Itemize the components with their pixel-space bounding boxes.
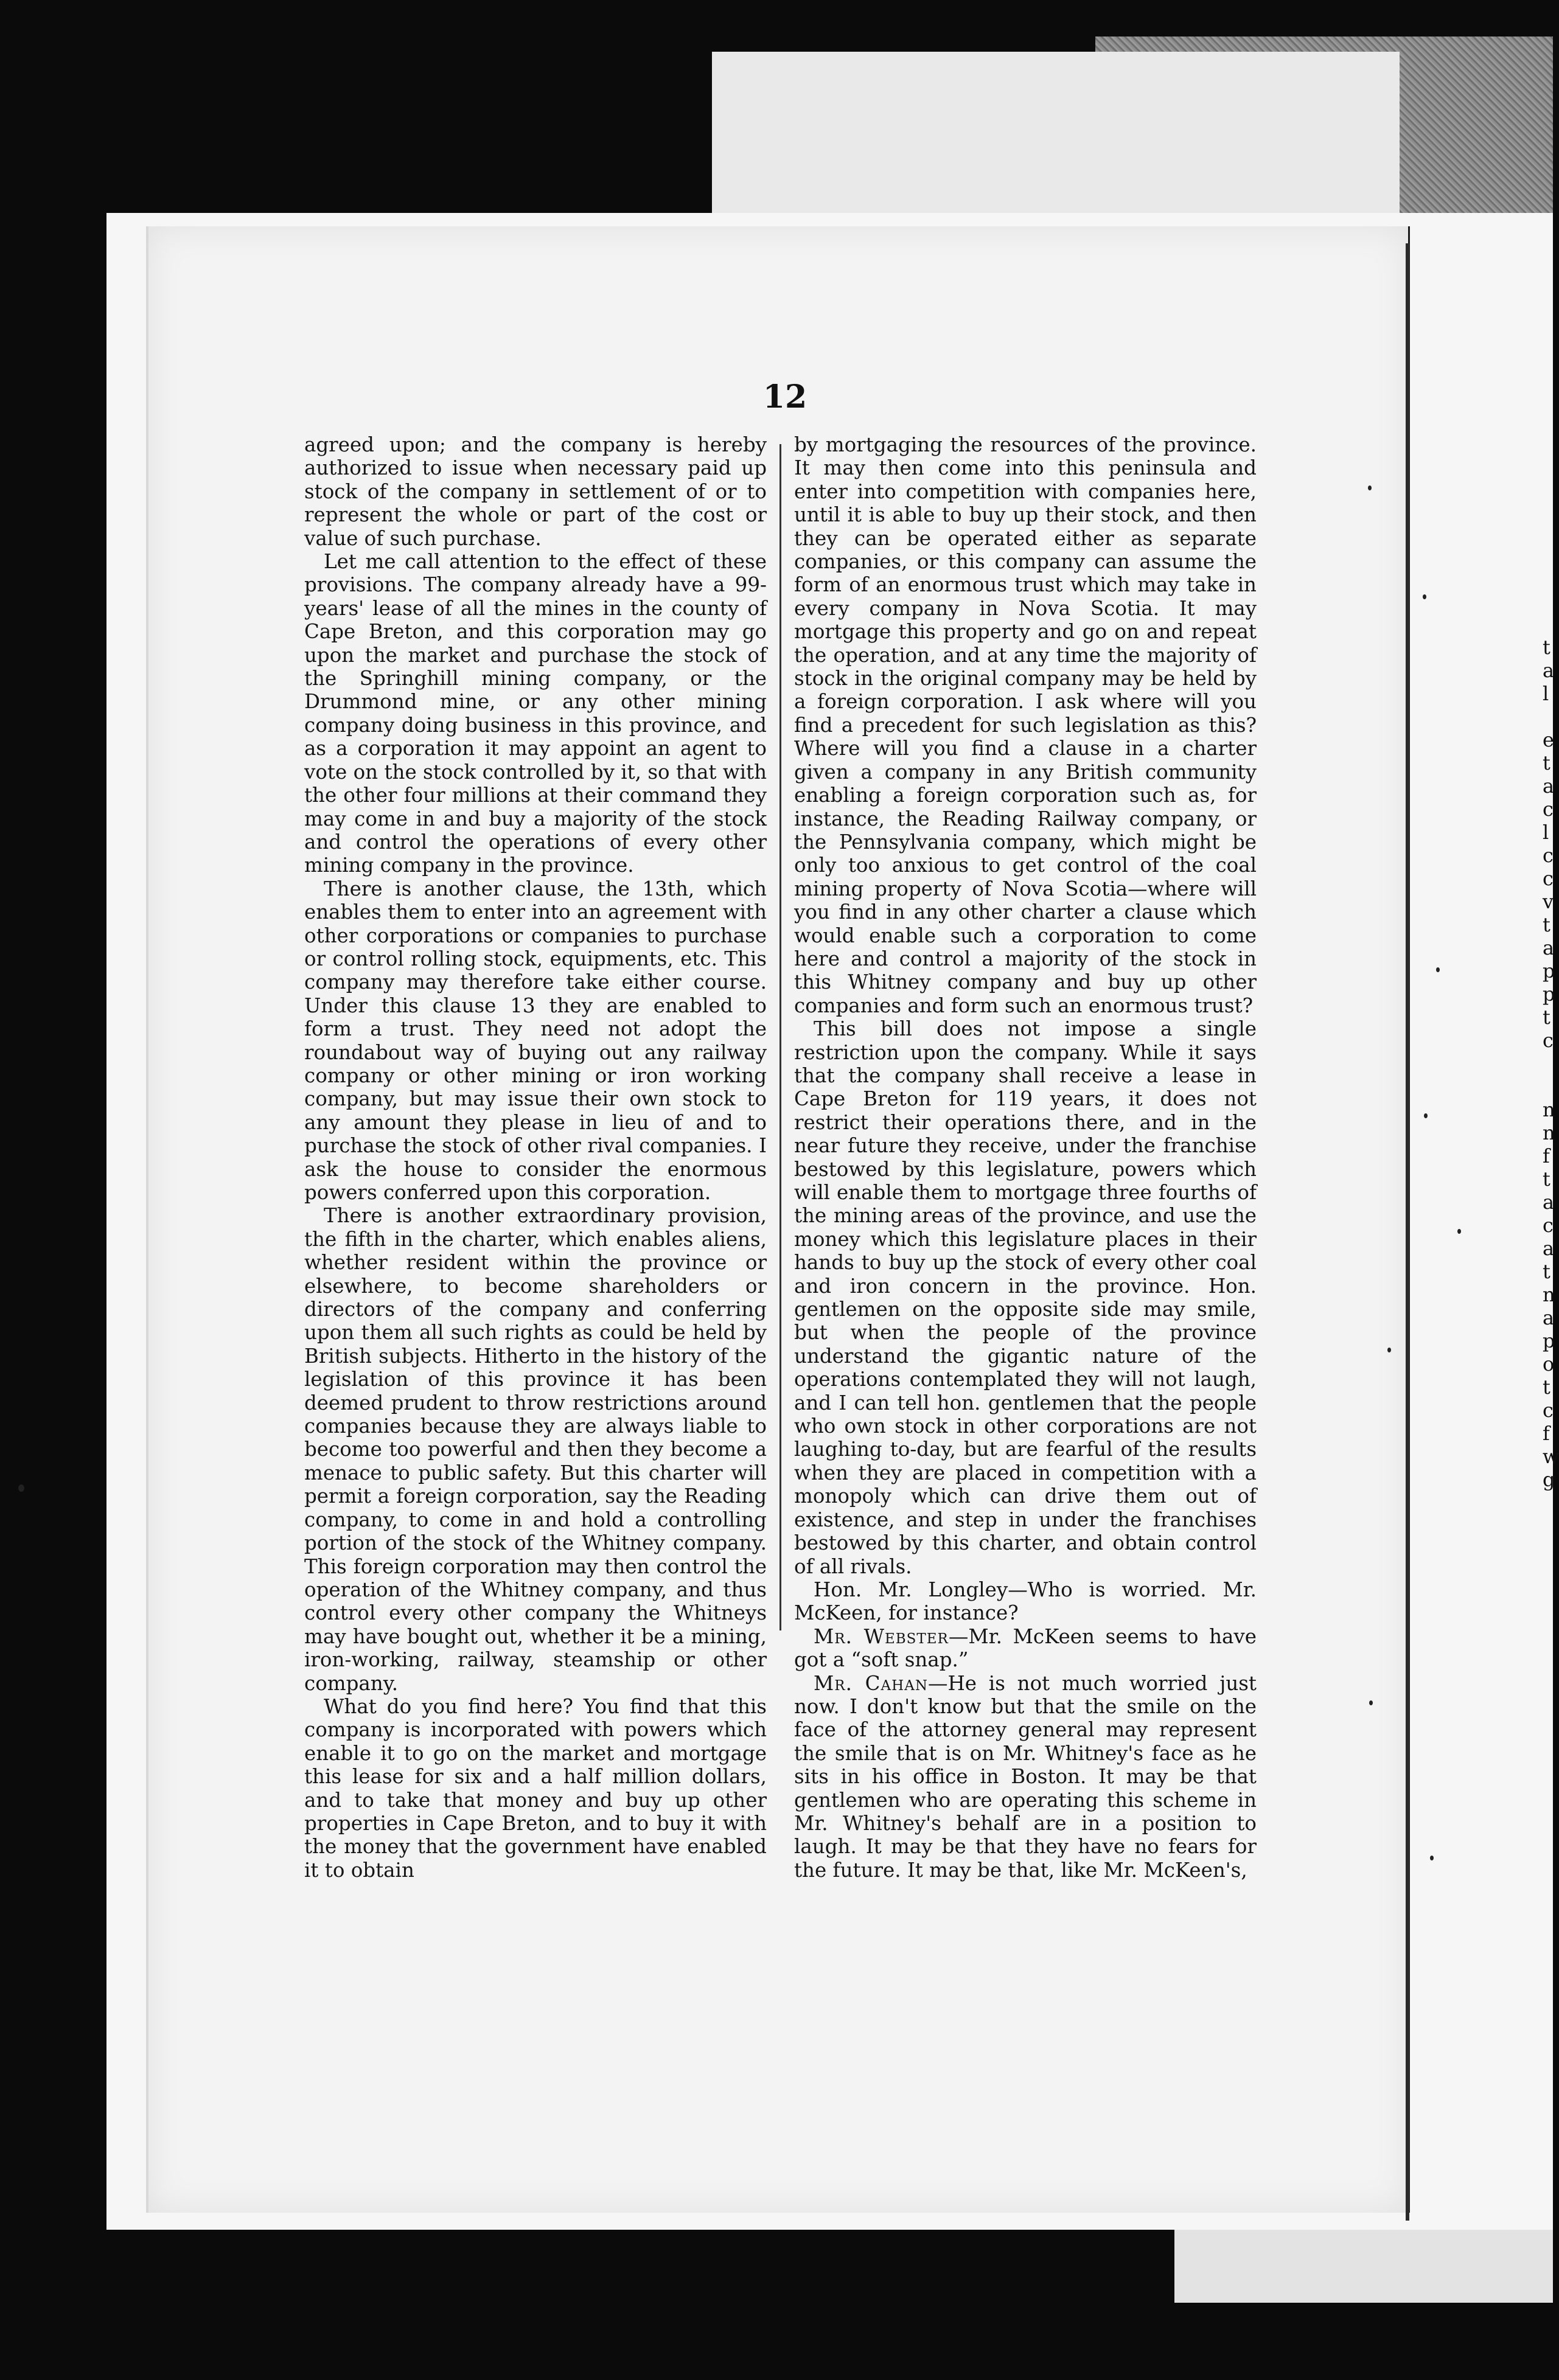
edge-fragment: g — [1543, 1468, 1555, 1491]
edge-fragment — [1543, 1075, 1553, 1098]
page-number: 12 — [762, 378, 807, 416]
right-paragraph: by mortgaging the resources of the province. It may then come into this peninsula and enter into competition with companies here, until it is able to buy up their stock, and then they can be operated either as separate companies, or this company can assume the form of an enormous trust which may take in every company in Nova Scotia. It may mortgage this property and go on and repeat the operation, and at any time the majority of stock in the original company may be held by a foreign corporation. I ask where will you find a precedent for such legislation as this? Where will you find a clause in a charter given a company in any British community enabling a foreign corporation such as, for instance, the Reading Railway company, or the Pennsylvania company, which might be only too anxious to get control of the coal mining property of Nova Scotia—where will you find in any other charter a clause which would enable such a corporation to come here and control a majority of the stock in this Whitney company and buy up other companies and form such an enormous trust? — [794, 433, 1257, 1017]
edge-fragment: f — [1543, 1422, 1550, 1445]
page-speck — [1387, 1348, 1391, 1352]
edge-fragment — [1543, 1052, 1553, 1075]
next-page-edge-text — [1543, 636, 1559, 1491]
page-speck — [1368, 485, 1372, 490]
column-divider — [780, 444, 781, 1630]
page-speck — [1369, 1700, 1373, 1705]
edge-fragment — [1543, 705, 1553, 728]
edge-fragment: c — [1543, 1399, 1554, 1422]
right-paragraph: This bill does not impose a single restriction upon the company. While it says that the company shall receive a lease in Cape Breton for 119 years, it does not restrict their operations there, and in the near future they receive, under the franchise bestowed by this legislature, powers which will enable them to mortgage three fourths of the mining areas of the province, and use the money which this legislature places in their hands to buy up the stock of every other coal and iron concern in the province. Hon. gentlemen on the opposite side may smile, but when the people of the province understand the gigantic nature of the operations contemplated they will not laugh, and I can tell hon. gentlemen that the people who own stock in other corporations are not laughing to-day, but are fearful of the results when they are placed in competition with a monopoly which can drive them out of existence, and step in under the franchises bestowed by this charter, and obtain control of all rivals. — [794, 1017, 1257, 1578]
dialogue-text: —Who is worried. Mr. McKeen, for instance? — [794, 1578, 1257, 1625]
page-speck — [1423, 594, 1426, 599]
page-speck — [18, 1484, 24, 1492]
edge-fragment: a — [1543, 1191, 1555, 1214]
edge-fragment: l — [1543, 682, 1549, 705]
edge-fragment: n — [1543, 1121, 1555, 1144]
edge-fragment: p — [1543, 1329, 1555, 1352]
left-column — [304, 433, 767, 1882]
edge-fragment: c — [1543, 1029, 1554, 1052]
tab-card — [712, 52, 1400, 240]
dialogue-line — [794, 1578, 1257, 1625]
speaker-name: Mr. Webster — [814, 1624, 949, 1648]
edge-fragment: t — [1543, 751, 1550, 774]
left-paragraph: What do you find here? You find that this company is incorporated with powers which enable it to go on the market and mortgage this lease for six and a half million dollars, and to take that money and buy up other properties in Cape Breton, and to buy it with the money that the government have enabled it to obtain — [304, 1694, 767, 1882]
edge-fragment: t — [1543, 913, 1550, 936]
edge-fragment: p — [1543, 983, 1555, 1006]
dialogue-line — [794, 1625, 1257, 1672]
edge-fragment: f — [1543, 1144, 1550, 1167]
edge-fragment: e — [1543, 728, 1554, 751]
edge-fragment: a — [1543, 659, 1555, 682]
edge-fragment: c — [1543, 844, 1554, 867]
edge-fragment: n — [1543, 1283, 1555, 1306]
left-paragraph: agreed upon; and the company is hereby authorized to issue when necessary paid up stock of the company in settlement of or to represent the whole or part of the cost or value of such purchase. — [304, 433, 767, 550]
dialogue-text: —Mr. McKeen seems to have got a “soft snap.” — [794, 1624, 1257, 1672]
edge-fragment: c — [1543, 867, 1554, 890]
edge-fragment: t — [1543, 1376, 1550, 1399]
edge-fragment: w — [1543, 1445, 1559, 1468]
right-column — [794, 433, 1257, 1882]
edge-fragment: t — [1543, 636, 1550, 659]
page-fold — [1406, 243, 1409, 2221]
edge-fragment: t — [1543, 1006, 1550, 1029]
dialogue-line — [794, 1672, 1257, 1882]
edge-fragment: l — [1543, 821, 1549, 844]
left-paragraph: There is another extraordinary provision, the fifth in the charter, which enables aliens, whether resident within the province or elsewhere, to become shareholders or directors of the company and conferring upon them all such rights as could be held by British subjects. Hitherto in the history of the legislation of this province it has been deemed prudent to throw restrictions around companies because they are always liable to become too powerful and then they become a menace to public safety. But this charter will permit a foreign corporation, say the Reading company, to come in and hold a controlling portion of the stock of the Whitney company. This foreign corporation may then control the operation of the Whitney company, and thus control every other company the Whitneys may have bought out, whether it be a mining, iron-working, railway, steamship or other company. — [304, 1204, 767, 1695]
left-paragraph: Let me call attention to the effect of these provisions. The company already have a 99-years' lease of all the mines in the county of Cape Breton, and this corporation may go upon the market and purchase the stock of the Springhill mining company, or the Drummond mine, or any other mining company doing business in this province, and as a corporation it may appoint an agent to vote on the stock controlled by it, so that with the other four millions at their command they may come in and buy a majority of the stock and control the operations of every other mining company in the province. — [304, 550, 767, 877]
edge-fragment: c — [1543, 798, 1554, 821]
edge-fragment: v — [1543, 890, 1554, 913]
edge-fragment: t — [1543, 1260, 1550, 1283]
speaker-name: Hon. Mr. Longley — [814, 1578, 1008, 1601]
page-speck — [1436, 967, 1440, 972]
edge-fragment: a — [1543, 774, 1555, 798]
edge-fragment: a — [1543, 1306, 1555, 1329]
page-speck — [1457, 1229, 1461, 1234]
edge-fragment: p — [1543, 959, 1555, 983]
left-paragraph: There is another clause, the 13th, which enables them to enter into an agreement with other corporations or companies to purchase or control rolling stock, equipments, etc. This company may therefore take either course. Under this clause 13 they are enabled to form a trust. They need not adopt the roundabout way of buying out any railway company or other mining or iron working company, but may issue their own stock to any amount they please in lieu of and to purchase the stock of other rival companies. I ask the house to consider the enormous powers conferred upon this corporation. — [304, 877, 767, 1204]
edge-fragment: o — [1543, 1352, 1555, 1376]
edge-fragment: a — [1543, 1237, 1555, 1260]
edge-fragment: n — [1543, 1098, 1555, 1121]
speaker-name: Mr. Cahan — [814, 1671, 928, 1695]
edge-fragment: c — [1543, 1214, 1554, 1237]
edge-fragment: a — [1543, 936, 1555, 959]
dialogue-text: —He is not much worried just now. I don't know but that the smile on the face of the attorney general may represent the smile that is on Mr. Whitney's face as he sits in his office in Boston. It may be that gentlemen who are operating this scheme in Mr. Whitney's behalf are in a position to laugh. It may be that they have no fears for the future. It may be that, like Mr. McKeen's, — [794, 1671, 1257, 1882]
page-speck — [1424, 1113, 1428, 1118]
edge-fragment: t — [1543, 1167, 1550, 1191]
page-speck — [1430, 1856, 1434, 1860]
